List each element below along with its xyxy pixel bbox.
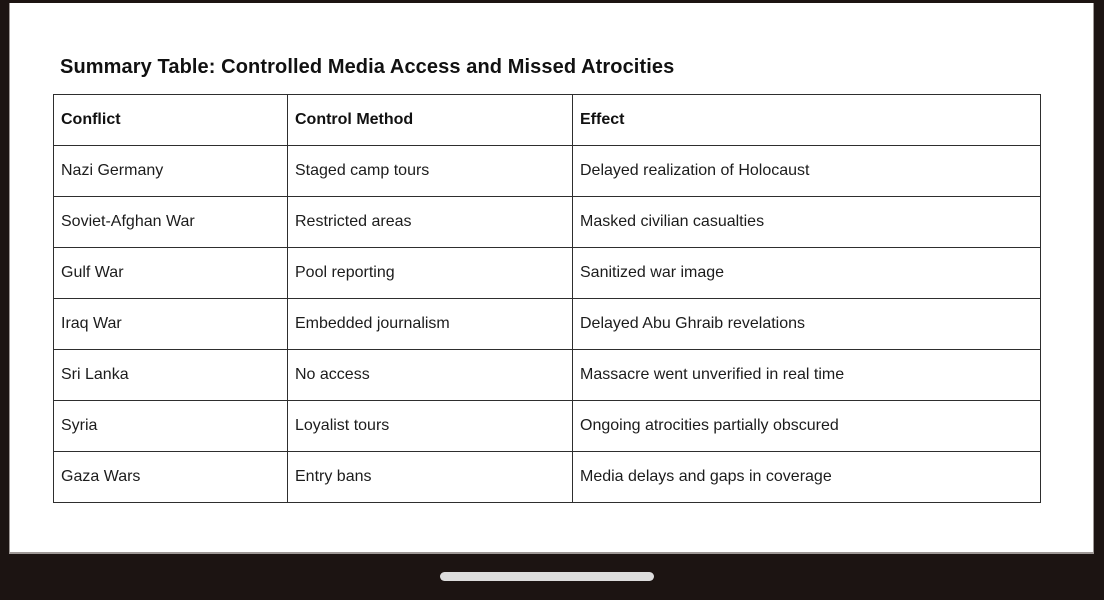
cell-conflict: Sri Lanka bbox=[54, 350, 288, 401]
cell-effect: Delayed Abu Ghraib revelations bbox=[573, 299, 1041, 350]
cell-control-method: Pool reporting bbox=[288, 248, 573, 299]
table-row bbox=[54, 299, 1041, 350]
table-row bbox=[54, 350, 1041, 401]
cell-effect: Delayed realization of Holocaust bbox=[573, 146, 1041, 197]
cell-conflict: Syria bbox=[54, 401, 288, 452]
cell-conflict: Gaza Wars bbox=[54, 452, 288, 503]
table-row bbox=[54, 197, 1041, 248]
cell-control-method: Loyalist tours bbox=[288, 401, 573, 452]
cell-conflict: Gulf War bbox=[54, 248, 288, 299]
cell-effect: Massacre went unverified in real time bbox=[573, 350, 1041, 401]
table-row bbox=[54, 452, 1041, 503]
summary-table bbox=[53, 94, 1041, 503]
cell-control-method: Embedded journalism bbox=[288, 299, 573, 350]
cell-conflict: Iraq War bbox=[54, 299, 288, 350]
page-title: Summary Table: Controlled Media Access and Missed Atrocities bbox=[60, 56, 675, 78]
table-row bbox=[54, 248, 1041, 299]
column-header-control-method: Control Method bbox=[288, 95, 573, 146]
table-row bbox=[54, 146, 1041, 197]
column-header-conflict: Conflict bbox=[54, 95, 288, 146]
cell-control-method: Staged camp tours bbox=[288, 146, 573, 197]
column-header-effect: Effect bbox=[573, 95, 1041, 146]
document-page bbox=[10, 3, 1093, 554]
home-indicator-handle[interactable] bbox=[440, 572, 654, 581]
cell-control-method: No access bbox=[288, 350, 573, 401]
cell-effect: Ongoing atrocities partially obscured bbox=[573, 401, 1041, 452]
table-header-row bbox=[54, 95, 1041, 146]
cell-control-method: Restricted areas bbox=[288, 197, 573, 248]
cell-conflict: Nazi Germany bbox=[54, 146, 288, 197]
cell-effect: Masked civilian casualties bbox=[573, 197, 1041, 248]
cell-effect: Media delays and gaps in coverage bbox=[573, 452, 1041, 503]
cell-conflict: Soviet-Afghan War bbox=[54, 197, 288, 248]
table-row bbox=[54, 401, 1041, 452]
cell-control-method: Entry bans bbox=[288, 452, 573, 503]
cell-effect: Sanitized war image bbox=[573, 248, 1041, 299]
